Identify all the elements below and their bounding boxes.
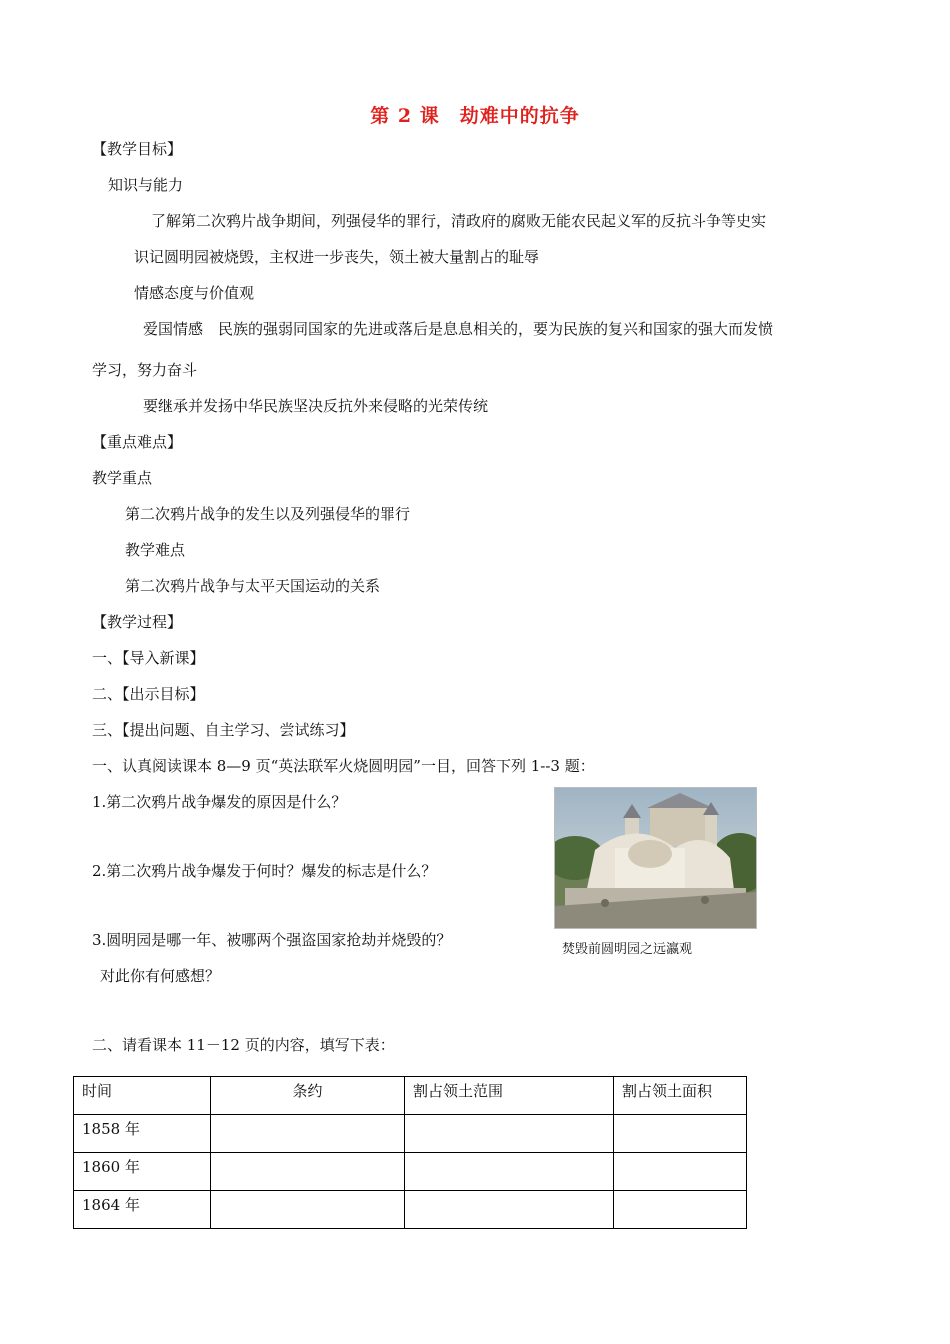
row-year: 1864 年: [74, 1191, 211, 1229]
difficulty-heading: 教学难点: [125, 541, 186, 559]
row-range-cell[interactable]: [405, 1153, 614, 1191]
step-3: 三、【提出问题、自主学习、尝试练习】: [92, 721, 355, 739]
knowledge-item-2: 识记圆明园被烧毁，主权进一步丧失，领土被大量割占的耻辱: [134, 248, 540, 266]
knowledge-item-1: 了解第二次鸦片战争期间，列强侵华的罪行，清政府的腐败无能农民起义军的反抗斗争等史实: [151, 212, 767, 230]
table-intro: 二、请看课本 11－12 页的内容，填写下表：: [92, 1036, 395, 1054]
row-area-cell[interactable]: [614, 1115, 747, 1153]
header-territory-range: 割占领土范围: [405, 1077, 614, 1115]
table-row: [74, 1153, 747, 1191]
header-time: 时间: [74, 1077, 211, 1115]
row-treaty-cell[interactable]: [211, 1115, 405, 1153]
goals-header: 【教学目标】: [92, 140, 183, 158]
key-point-heading: 教学重点: [92, 469, 153, 487]
header-treaty: 条约: [211, 1077, 405, 1115]
step-2: 二、【出示目标】: [92, 685, 205, 703]
emotion-item-2: 要继承并发扬中华民族坚决反抗外来侵略的光荣传统: [143, 397, 489, 415]
row-range-cell[interactable]: [405, 1115, 614, 1153]
emotion-heading: 情感态度与价值观: [134, 284, 255, 302]
treaty-table: [73, 1076, 747, 1229]
question-2: 2.第二次鸦片战争爆发于何时？爆发的标志是什么？: [92, 862, 437, 880]
lesson-title: 第 2 课 劫难中的抗争: [370, 105, 580, 127]
emotion-item-1b: 学习，努力奋斗: [92, 361, 198, 379]
reading-intro: 一、认真阅读课本 8—9 页“英法联军火烧圆明园”一目，回答下列 1--3 题：: [92, 757, 595, 775]
process-header: 【教学过程】: [92, 613, 183, 631]
row-area-cell[interactable]: [614, 1191, 747, 1229]
row-area-cell[interactable]: [614, 1153, 747, 1191]
row-treaty-cell[interactable]: [211, 1153, 405, 1191]
table-row: [74, 1115, 747, 1153]
key-point-text: 第二次鸦片战争的发生以及列强侵华的罪行: [125, 505, 411, 523]
emotion-item-1a: 爱国情感 民族的强弱同国家的先进或落后是息息相关的，要为民族的复兴和国家的强大而发愤: [143, 320, 774, 338]
question-3-followup: 对此你有何感想？: [100, 967, 221, 985]
step-1: 一、【导入新课】: [92, 649, 205, 667]
row-year: 1860 年: [74, 1153, 211, 1191]
question-1: 1.第二次鸦片战争爆发的原因是什么？: [92, 793, 347, 811]
question-3: 3.圆明园是哪一年、被哪两个强盗国家抢劫并烧毁的？: [92, 931, 452, 949]
key-header: 【重点难点】: [92, 433, 183, 451]
table-row: [74, 1191, 747, 1229]
header-territory-area: 割占领土面积: [614, 1077, 747, 1115]
yuanmingyuan-photo: [554, 787, 757, 929]
row-treaty-cell[interactable]: [211, 1191, 405, 1229]
knowledge-heading: 知识与能力: [108, 176, 184, 194]
table-header-row: [74, 1077, 747, 1115]
row-range-cell[interactable]: [405, 1191, 614, 1229]
row-year: 1858 年: [74, 1115, 211, 1153]
photo-caption: 焚毁前圆明园之远瀛观: [562, 942, 693, 957]
difficulty-text: 第二次鸦片战争与太平天国运动的关系: [125, 577, 381, 595]
